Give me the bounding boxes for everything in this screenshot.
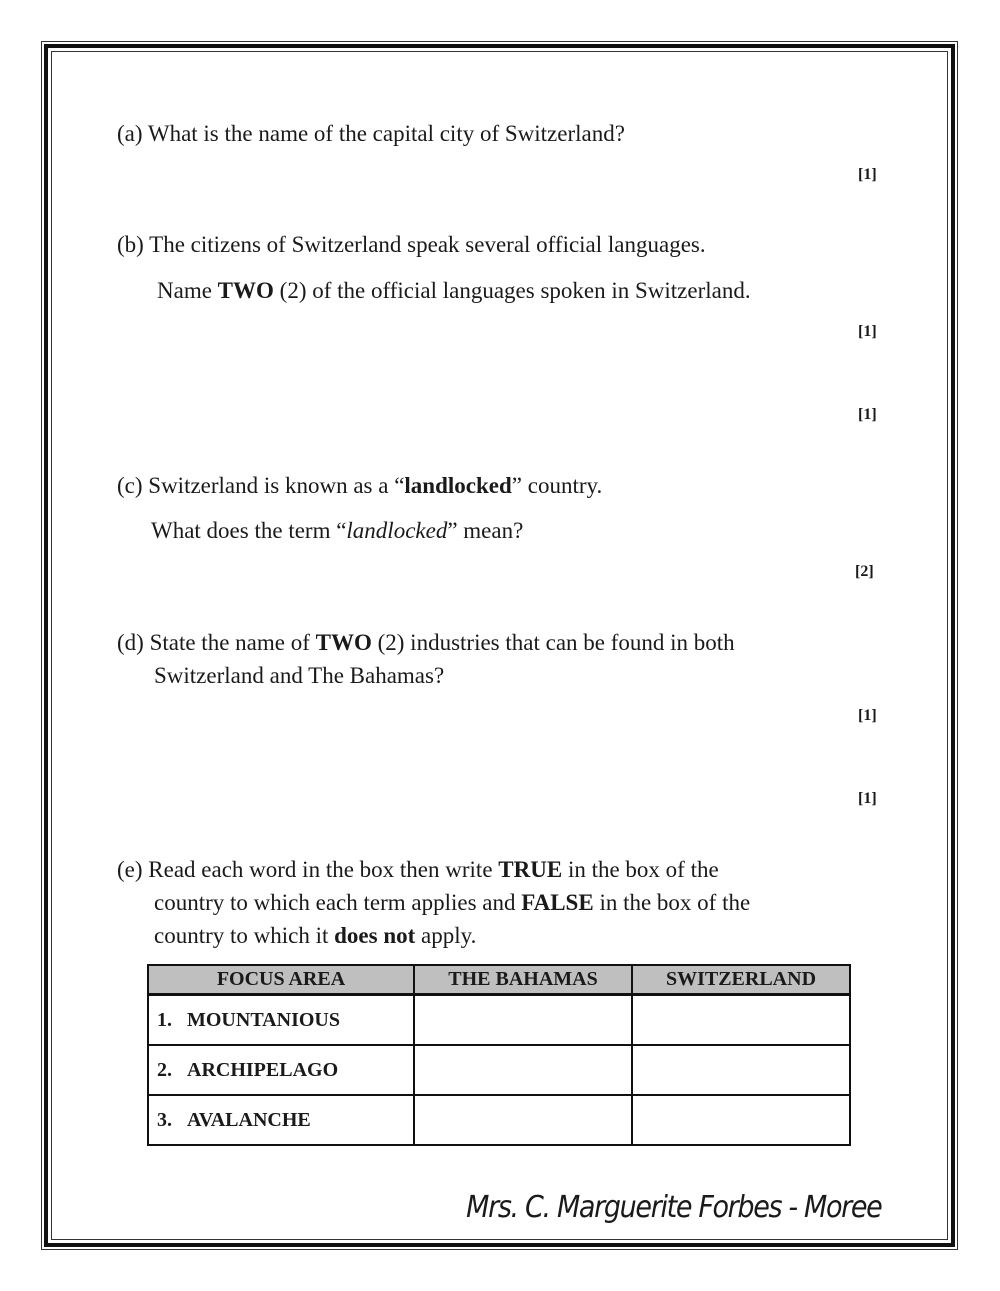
question-d-line1: (d) State the name of TWO (2) industries that can be found in both xyxy=(117,630,735,655)
question-a: (a) What is the name of the capital city of Switzerland? xyxy=(117,121,625,146)
question-d-line2: Switzerland and The Bahamas? xyxy=(154,663,445,688)
question-e-line1: (e) Read each word in the box then write TRUE in the box of the xyxy=(117,857,719,882)
term-cell: ARCHIPELAGO xyxy=(181,1045,414,1095)
emphasis-two: TWO xyxy=(217,278,274,303)
table-header-row xyxy=(148,965,850,995)
emphasis-true: TRUE xyxy=(498,857,563,882)
mark-c: [2] xyxy=(855,563,874,580)
header-the-bahamas: THE BAHAMAS xyxy=(414,965,632,995)
table-row xyxy=(148,1045,850,1095)
emphasis-landlocked: landlocked xyxy=(404,473,512,498)
answer-cell-switzerland[interactable] xyxy=(632,995,850,1046)
author-signature: Mrs. C. Marguerite Forbes - Moree xyxy=(465,1190,881,1225)
row-number: 3. xyxy=(148,1095,181,1145)
mark-b-2: [1] xyxy=(858,406,877,423)
answer-cell-bahamas[interactable] xyxy=(414,1095,632,1145)
mark-d-1: [1] xyxy=(858,707,877,724)
question-e-line2: country to which each term applies and FALSE in the box of the xyxy=(154,890,751,915)
question-c-line2: What does the term “landlocked” mean? xyxy=(151,518,524,543)
table-row xyxy=(148,1095,850,1145)
answer-cell-bahamas[interactable] xyxy=(414,995,632,1046)
question-c-line1: (c) Switzerland is known as a “landlocked” country. xyxy=(117,473,603,498)
question-b-line1: (b) The citizens of Switzerland speak several official languages. xyxy=(117,232,706,257)
answer-cell-switzerland[interactable] xyxy=(632,1095,850,1145)
emphasis-two-d: TWO xyxy=(315,630,372,655)
answer-cell-switzerland[interactable] xyxy=(632,1045,850,1095)
answer-cell-bahamas[interactable] xyxy=(414,1045,632,1095)
term-cell: AVALANCHE xyxy=(181,1095,414,1145)
mark-d-2: [1] xyxy=(858,790,877,807)
emphasis-false: FALSE xyxy=(521,890,594,915)
mark-b-1: [1] xyxy=(858,323,877,340)
italic-landlocked: landlocked xyxy=(346,518,448,543)
question-e-line3: country to which it does not apply. xyxy=(154,923,477,948)
emphasis-does-not: does not xyxy=(334,923,416,948)
focus-area-table xyxy=(147,964,851,1146)
header-switzerland: SWITZERLAND xyxy=(632,965,850,995)
mark-a: [1] xyxy=(858,166,877,183)
question-b-line2: Name TWO (2) of the official languages spoken in Switzerland. xyxy=(157,278,751,303)
table-row xyxy=(148,995,850,1046)
row-number: 2. xyxy=(148,1045,181,1095)
header-focus-area: FOCUS AREA xyxy=(148,965,414,995)
row-number: 1. xyxy=(148,995,181,1046)
term-cell: MOUNTANIOUS xyxy=(181,995,414,1046)
